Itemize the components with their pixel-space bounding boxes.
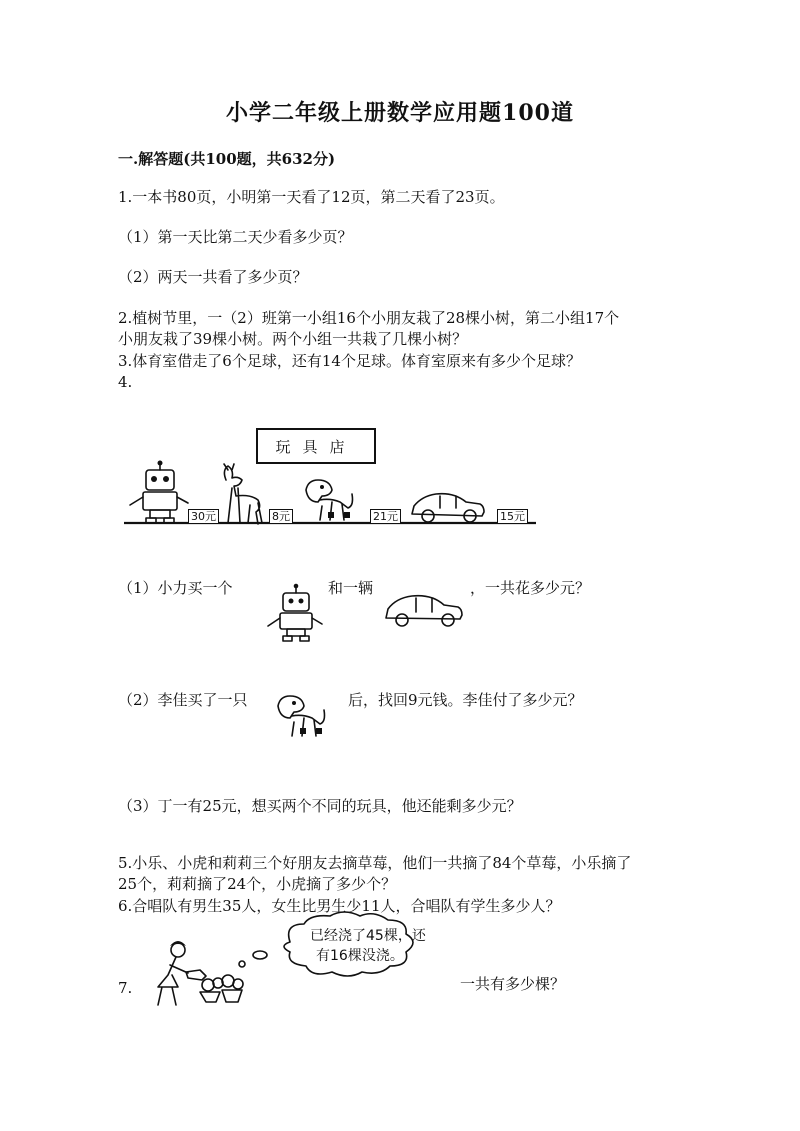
question-2-line-2: 小朋友栽了39棵小树。两个小组一共栽了几棵小树？ [118, 330, 468, 348]
question-4-sub-2-a: （2）李佳买了一只 [118, 691, 248, 709]
question-4-sub-1-b: 和一辆 [328, 579, 374, 597]
dog-icon-small [278, 696, 325, 736]
question-5-line-1: 5.小乐、小虎和莉莉三个好朋友去摘草莓，他们一共摘了84个草莓，小乐摘了 [118, 854, 632, 872]
question-3: 3.体育室借走了6个足球，还有14个足球。体育室原来有多少个足球？ [118, 352, 581, 370]
question-6: 6.合唱队有男生35人，女生比男生少11人，合唱队有学生多少人？ [118, 897, 561, 915]
price-tag-dog: 21元 [370, 509, 401, 524]
question-1-stem: 1.一本书80页，小明第一天看了12页，第二天看了23页。 [118, 188, 505, 206]
question-4-number: 4. [118, 373, 133, 391]
price-tag-deer: 8元 [269, 509, 293, 524]
car-icon-small [386, 596, 462, 626]
question-7-number: 7. [118, 979, 133, 997]
bubble-text-line-2: 有16棵没浇。 [316, 948, 404, 964]
question-1-sub-2: （2）两天一共看了多少页？ [118, 268, 308, 286]
robot-icon [130, 461, 188, 524]
question-5-line-2: 25个，莉莉摘了24个，小虎摘了多少个？ [118, 875, 397, 893]
girl-watering-icon [158, 941, 206, 1005]
robot-icon-small [268, 584, 322, 641]
question-4-sub-1-c: ，一共花多少元？ [470, 579, 591, 597]
question-7-text: 一共有多少棵？ [460, 975, 566, 993]
car-icon [412, 494, 484, 522]
toy-shop-sign: 玩具店 [256, 428, 376, 464]
question-4-sub-3: （3）丁一有25元，想买两个不同的玩具，他还能剩多少元？ [118, 797, 522, 815]
page-title: 小学二年级上册数学应用题100道 [226, 100, 574, 126]
dog-icon [306, 480, 353, 520]
question-4-sub-1-a: （1）小力买一个 [118, 579, 233, 597]
question-1-sub-1: （1）第一天比第二天少看多少页？ [118, 228, 353, 246]
question-4-sub-2-b: 后，找回9元钱。李佳付了多少元？ [348, 691, 583, 709]
bubble-text-line-1: 已经浇了45棵，还 [310, 928, 426, 944]
question-2-line-1: 2.植树节里，一（2）班第一小组16个小朋友栽了28棵小树，第二小组17个 [118, 309, 620, 327]
price-tag-robot: 30元 [188, 509, 219, 524]
deer-icon [224, 464, 262, 524]
flower-pots-icon [200, 975, 243, 1002]
section-heading: 一.解答题(共100题，共632分) [118, 150, 336, 168]
price-tag-car: 15元 [497, 509, 528, 524]
